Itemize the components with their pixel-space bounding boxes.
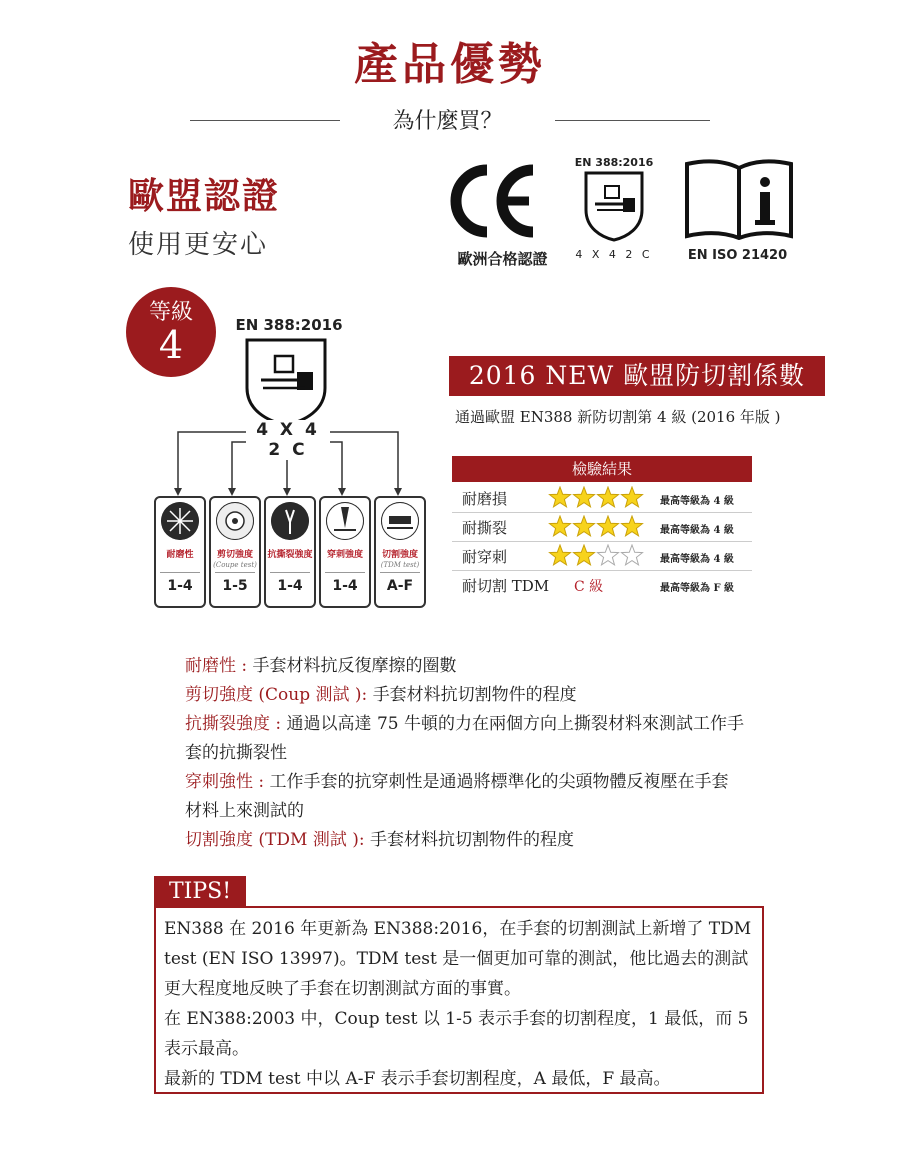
star-filled-icon: [598, 487, 619, 507]
star-filled-icon: [574, 487, 595, 507]
test-card-range: 1-4: [167, 578, 193, 594]
star-filled-icon: [622, 516, 643, 536]
star-rating: [548, 486, 648, 510]
test-card-sublabel: (Coupe test): [213, 561, 257, 569]
en388-small-code: 4 X 4 2 C: [575, 248, 653, 261]
star-filled-icon: [550, 487, 571, 507]
definition-item: [185, 652, 745, 681]
tips-paragraph: 在 EN388:2003 中，Coup test 以 1-5 表示手套的切割程度，1 最低，而 5 表示最高。: [164, 1009, 749, 1059]
definition-term: 抗撕裂強度 :: [185, 714, 287, 734]
result-row: [452, 542, 752, 571]
level-value: 4: [158, 323, 184, 367]
definition-item: [185, 681, 745, 710]
definition-item: [185, 826, 745, 855]
certification-heading: 歐盟認證: [128, 175, 281, 217]
result-name: 耐穿刺: [462, 548, 508, 566]
definition-text: 工作手套的抗穿刺性是通過將標準化的尖頭物體反複壓在手套材料上來測試的: [185, 772, 729, 821]
result-row: [452, 484, 752, 513]
test-card-tear: [264, 496, 316, 608]
test-card-range: 1-4: [277, 578, 303, 594]
result-max: 最高等級為 4 級: [660, 554, 734, 565]
divider-right: [555, 120, 710, 121]
definition-term: 耐磨性 :: [185, 656, 253, 676]
result-name: 耐磨損: [462, 490, 508, 508]
definition-item: [185, 768, 745, 826]
test-card-label: 穿刺強度: [326, 550, 363, 560]
tips-box: [154, 906, 764, 1094]
definition-text: 手套材料抗反復摩擦的圈數: [252, 656, 457, 676]
card-divider: [215, 572, 255, 573]
definition-term: 穿刺強性 :: [185, 772, 270, 792]
en388-small-label: EN 388:2016: [574, 156, 654, 169]
star-rating: [548, 515, 648, 539]
result-name: 耐切割 TDM: [462, 577, 550, 595]
test-card-coupe: [209, 496, 261, 608]
test-card-range: 1-4: [332, 578, 358, 594]
level-label: 等級: [148, 300, 193, 325]
tear-icon: [271, 502, 309, 540]
results-header: 檢驗結果: [452, 456, 752, 482]
test-card-label: 抗撕裂強度: [267, 550, 313, 560]
test-card-label: 耐磨性: [166, 550, 194, 560]
definition-term: 剪切強度 (Coup 測試 ):: [185, 685, 373, 705]
test-card-label: 剪切強度: [216, 550, 253, 560]
tips-paragraph: EN388 在 2016 年更新為 EN388:2016，在手套的切割測試上新增了 TDM test (EN ISO 13997)。TDM test 是一個更加可靠的測試，他比過去的測試更大程度地反映了手套在切割測試方面的事實。: [164, 919, 752, 999]
card-divider: [270, 572, 310, 573]
card-divider: [160, 572, 200, 573]
ce-caption: 歐洲合格認證: [457, 250, 548, 268]
star-filled-icon: [574, 516, 595, 536]
ce-mark-icon: [449, 162, 539, 240]
definition-text: 手套材料抗切割物件的程度: [372, 685, 577, 705]
star-empty-icon: [598, 545, 619, 565]
definition-item: [185, 710, 745, 768]
test-card-label: 切割強度: [381, 550, 418, 560]
test-card-sublabel: (TDM test): [380, 561, 420, 569]
card-divider: [380, 572, 420, 573]
big-en388-shield-icon: [243, 336, 329, 428]
tdm-cut-icon: [381, 502, 419, 540]
puncture-icon: [326, 502, 364, 540]
page-title: 產品優勢: [354, 39, 546, 90]
standard-banner: 2016 NEW 歐盟防切割係數: [449, 356, 825, 396]
star-filled-icon: [550, 516, 571, 536]
result-max: 最高等級為 4 級: [660, 496, 734, 507]
level-badge: [126, 287, 216, 377]
definition-text: 通過以高達 75 牛頓的力在兩個方向上撕裂材料來測試工作手套的抗撕裂性: [185, 714, 744, 763]
star-filled-icon: [550, 545, 571, 565]
banner-description: 通過歐盟 EN388 新防切割第 4 級 (2016 年版 ): [455, 408, 781, 426]
star-empty-icon: [622, 545, 643, 565]
test-card-range: 1-5: [222, 578, 248, 594]
star-rating: [548, 544, 648, 568]
divider-left: [190, 120, 340, 121]
test-card-abrasion: [154, 496, 206, 608]
test-card-tdm: [374, 496, 426, 608]
tips-tab: TIPS!: [154, 876, 246, 908]
abrasion-icon: [161, 502, 199, 540]
result-row: [452, 571, 752, 599]
definition-text: 手套材料抗切割物件的程度: [369, 830, 574, 850]
card-divider: [325, 572, 365, 573]
big-shield-code: 4 X 4 2 C: [246, 420, 330, 460]
definitions-list: [185, 652, 745, 855]
big-shield-label: EN 388:2016: [235, 316, 343, 334]
blade-cut-icon: [216, 502, 254, 540]
tips-paragraph: 最新的 TDM test 中以 A-F 表示手套切割程度，A 最低，F 最高。: [164, 1069, 671, 1089]
page-subtitle: 為什麼買？: [392, 109, 503, 134]
result-max: 最高等級為 F 級: [660, 583, 735, 594]
certification-subheading: 使用更安心: [128, 230, 269, 260]
star-filled-icon: [622, 487, 643, 507]
result-max: 最高等級為 4 級: [660, 525, 734, 536]
result-name: 耐撕裂: [462, 519, 508, 537]
result-grade: C 級: [574, 579, 604, 595]
star-filled-icon: [598, 516, 619, 536]
result-row: [452, 513, 752, 542]
iso-caption: EN ISO 21420: [687, 248, 788, 263]
en388-shield-icon: [583, 170, 645, 242]
test-card-puncture: [319, 496, 371, 608]
definition-term: 切割強度 (TDM 測試 ):: [185, 830, 370, 850]
info-book-icon: [683, 158, 795, 240]
test-card-range: A-F: [386, 578, 414, 594]
star-filled-icon: [574, 545, 595, 565]
